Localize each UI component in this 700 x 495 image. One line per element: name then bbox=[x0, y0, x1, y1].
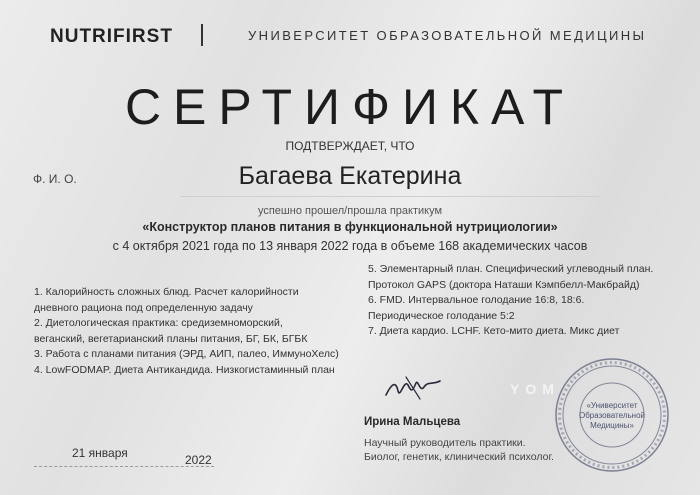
topic-line: 5. Элементарный план. Специфический углеводный план. bbox=[368, 263, 654, 275]
fio-label: Ф. И. О. bbox=[33, 172, 77, 186]
confirms-text: ПОДТВЕРЖДАЕТ, ЧТО bbox=[285, 139, 415, 153]
signer-role-line: Биолог, генетик, клинический психолог. bbox=[364, 451, 554, 463]
stamp-line: Образовательной bbox=[578, 411, 646, 420]
certificate-title: СЕРТИФИКАТ bbox=[124, 79, 576, 135]
topic-line: 2. Диетологическая практика: средиземноморский, bbox=[34, 317, 283, 329]
topic-line: веганский, вегетарианский планы питания, БГ, БК, БГБК bbox=[34, 332, 308, 345]
topic-line: Периодическое голодание 5:2 bbox=[368, 309, 515, 322]
signer-role-line: Научный руководитель практики. bbox=[364, 437, 526, 449]
signature-icon bbox=[384, 373, 444, 403]
recipient-name: Багаева Екатерина bbox=[238, 162, 462, 190]
topic-line: 3. Работа с планами питания (ЭРД, АИП, палео, ИммуноХелс) bbox=[34, 348, 339, 360]
topics-list-right bbox=[368, 262, 688, 340]
topic-line: 7. Диета кардио. LCHF. Кето-мито диета. Микс диет bbox=[368, 325, 620, 337]
topic-line: 6. FMD. Интервальное голодание 16:8, 18:6. bbox=[368, 294, 585, 306]
topic-line: 4. LowFODMAP. Диета Антикандида. Низкогистаминный план bbox=[34, 363, 335, 376]
signer-name: Ирина Мальцева bbox=[364, 416, 461, 428]
course-title: «Конструктор планов питания в функциональной нутрициологии» bbox=[142, 220, 558, 234]
stamp-icon bbox=[553, 356, 671, 474]
topics-list-left bbox=[34, 285, 364, 378]
course-period: с 4 октября 2021 года по 13 января 2022 года в объеме 168 академических часов bbox=[112, 239, 588, 253]
watermark-text: YOM bbox=[510, 381, 560, 397]
university-name: УНИВЕРСИТЕТ ОБРАЗОВАТЕЛЬНОЙ МЕДИЦИНЫ bbox=[248, 28, 647, 43]
name-underline bbox=[180, 196, 600, 197]
brand-logo: NUTRIFIRST bbox=[50, 26, 173, 47]
date-day-month: 21 января bbox=[72, 446, 128, 460]
topic-line: Протокол GAPS (доктора Наташи Кэмпбелл-Макбрайд) bbox=[368, 278, 640, 291]
topic-line: дневного рациона под определенную задачу bbox=[34, 301, 253, 314]
date-line bbox=[34, 466, 214, 467]
passed-text: успешно прошел/прошла практикум bbox=[257, 205, 443, 217]
header-divider bbox=[201, 24, 203, 46]
date-year: 2022 bbox=[185, 453, 212, 467]
stamp-line: Медицины» bbox=[590, 421, 634, 430]
stamp-line: «Университет bbox=[586, 401, 638, 410]
topic-line: 1. Калорийность сложных блюд. Расчет калорийности bbox=[34, 286, 299, 298]
